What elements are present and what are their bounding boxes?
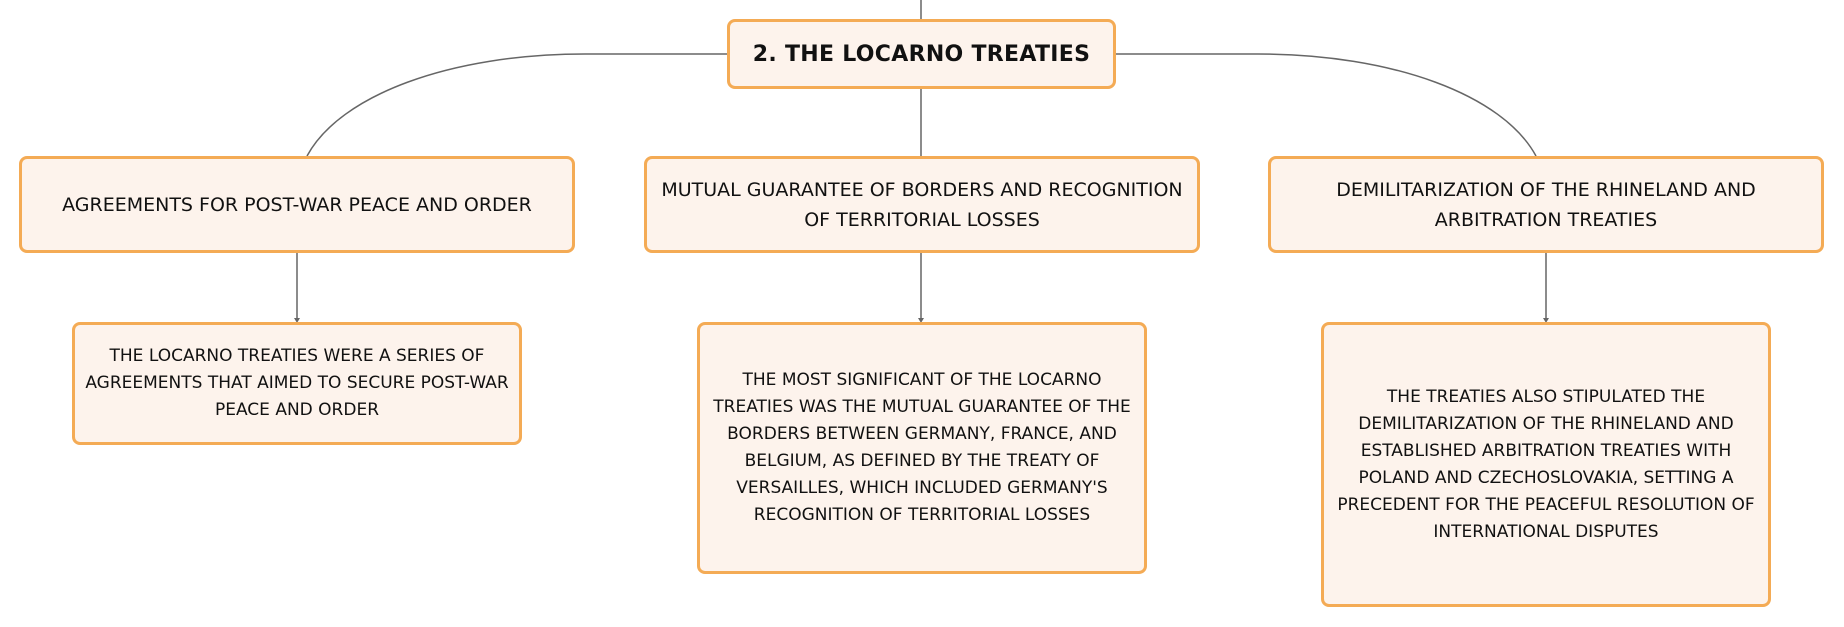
root-topic-node[interactable] xyxy=(727,19,1116,89)
connector-root-to-topic-1 xyxy=(307,54,727,156)
detail-text: THE TREATIES ALSO STIPULATED THE DEMILITARIZATION OF THE RHINELAND AND ESTABLISHED ARBITRATION TREATIES WITH POLAND AND CZECHOSLOVAKIA, SETTING A PRECEDENT FOR THE PEACEFUL RESOLUTION OF INTERNATIONAL DISPUTES xyxy=(1337,386,1755,542)
topic-node-post-war-peace[interactable] xyxy=(19,156,575,253)
topic-label: AGREEMENTS FOR POST-WAR PEACE AND ORDER xyxy=(62,193,532,216)
topic-node-mutual-guarantee[interactable] xyxy=(644,156,1200,253)
detail-node-mutual-guarantee[interactable] xyxy=(697,322,1147,574)
root-topic-label: 2. THE LOCARNO TREATIES xyxy=(752,41,1091,67)
detail-node-post-war-peace[interactable] xyxy=(72,322,522,445)
topic-label: MUTUAL GUARANTEE OF BORDERS AND RECOGNITION OF TERRITORIAL LOSSES xyxy=(661,178,1183,231)
connector-root-to-topic-3 xyxy=(1116,54,1536,156)
topic-label: DEMILITARIZATION OF THE RHINELAND AND ARBITRATION TREATIES xyxy=(1336,178,1756,231)
topic-node-rhineland[interactable] xyxy=(1268,156,1824,253)
detail-text: THE LOCARNO TREATIES WERE A SERIES OF AGREEMENTS THAT AIMED TO SECURE POST-WAR PEACE AND ORDER xyxy=(85,346,509,420)
detail-text: THE MOST SIGNIFICANT OF THE LOCARNO TREATIES WAS THE MUTUAL GUARANTEE OF THE BORDERS BETWEEN GERMANY, FRANCE, AND BELGIUM, AS DEFINED BY THE TREATY OF VERSAILLES, WHICH INCLUDED GERMANY'S RECOGNITION OF TERRITORIAL LOSSES xyxy=(713,370,1131,525)
detail-node-rhineland[interactable] xyxy=(1321,322,1771,607)
